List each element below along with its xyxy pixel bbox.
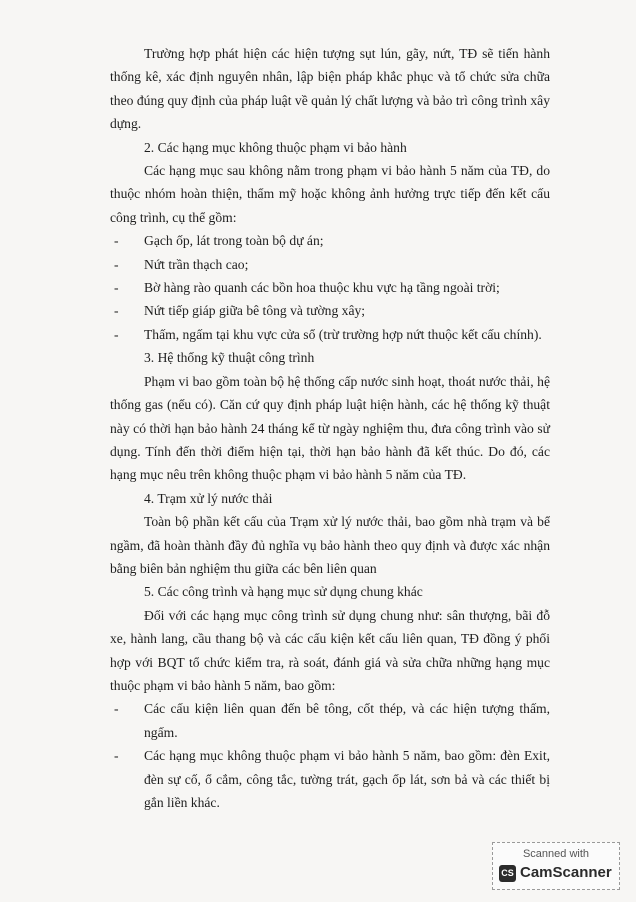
list-item: - Các cấu kiện liên quan đến bê tông, cốt thép, và các hiện tượng thấm, ngấm. (114, 701, 550, 740)
section-heading-4: 4. Trạm xử lý nước thải (144, 490, 273, 506)
camscanner-brand: CamScanner (520, 864, 612, 881)
paragraph-damage-handling: Trường hợp phát hiện các hiện tượng sụt lún, gãy, nứt, TĐ sẽ tiến hành thống kê, xác định nguyên nhân, lập biện pháp khắc phục và tổ chức sửa chữa theo đúng quy định của pháp luật về quản lý chất lượng và bảo trì công trình xây dựng. (110, 46, 550, 132)
list-item: - Bờ hàng rào quanh các bồn hoa thuộc khu vực hạ tầng ngoài trời; (114, 280, 500, 296)
list-item: - Thấm, ngấm tại khu vực cửa sổ (trừ trường hợp nứt thuộc kết cấu chính). (114, 326, 542, 342)
paragraph-shared-areas: Đối với các hạng mục công trình sử dụng chung như: sân thượng, bãi đỗ xe, hành lang, cầu thang bộ và các cấu kiện kết cấu liên quan, TĐ đồng ý phối hợp với BQT tổ chức kiểm tra, rà soát, đánh giá và sửa chữa những hạng mục thuộc phạm vi bảo hành 5 năm, bao gồm: (110, 607, 550, 693)
list-item: - Các hạng mục không thuộc phạm vi bảo hành 5 năm, bao gồm: đèn Exit, đèn sự cố, ổ cắm, công tắc, tường trát, gạch ốp lát, sơn bả và các thiết bị gắn liền khác. (114, 748, 550, 810)
list-item: - Nứt trần thạch cao; (114, 256, 249, 272)
camscanner-watermark (492, 842, 620, 890)
section-heading-2: 2. Các hạng mục không thuộc phạm vi bảo hành (144, 139, 407, 155)
document-body (110, 42, 550, 814)
paragraph-technical-systems: Phạm vi bao gồm toàn bộ hệ thống cấp nước sinh hoạt, thoát nước thải, hệ thống gas (nếu có). Căn cứ quy định pháp luật hiện hành, các hệ thống kỹ thuật này có thời hạn bảo hành 24 tháng kể từ ngày nghiệm thu, đưa công trình vào sử dụng. Tính đến thời điểm hiện tại, thời hạn bảo hành đã kết thúc. Do đó, các hạng mục nêu trên không thuộc phạm vi bảo hành 5 năm của TĐ. (110, 373, 550, 483)
list-item: - Gạch ốp, lát trong toàn bộ dự án; (114, 233, 324, 249)
section-heading-3: 3. Hệ thống kỹ thuật công trình (144, 350, 315, 366)
section-heading-5: 5. Các công trình và hạng mục sử dụng chung khác (144, 584, 423, 600)
scanned-with-label: Scanned with (522, 848, 590, 860)
list-item: - Nứt tiếp giáp giữa bê tông và tường xây; (114, 303, 366, 319)
paragraph-excluded-items: Các hạng mục sau không nằm trong phạm vi bảo hành 5 năm của TĐ, do thuộc nhóm hoàn thiện, thẩm mỹ hoặc không ảnh hưởng trực tiếp đến kết cấu công trình, cụ thể gồm: (110, 163, 550, 225)
paragraph-wastewater-station: Toàn bộ phần kết cấu của Trạm xử lý nước thải, bao gồm nhà trạm và bể ngầm, đã hoàn thành đầy đủ nghĩa vụ bảo hành theo quy định và được xác nhận bằng biên bản nghiệm thu giữa các bên liên quan (110, 514, 550, 576)
camscanner-logo-icon: CS (499, 865, 516, 882)
